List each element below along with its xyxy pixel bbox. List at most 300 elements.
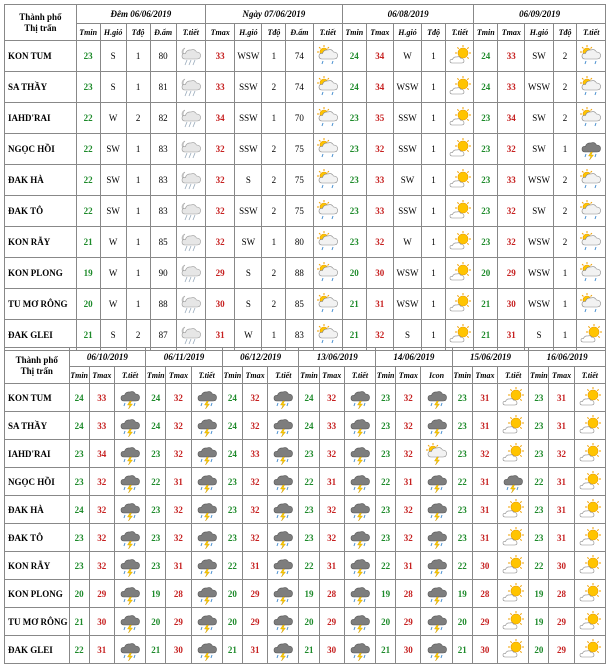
thunderstorm-icon <box>421 384 452 412</box>
column-header: Tmax <box>366 24 393 41</box>
partly-cloudy-icon <box>574 496 605 524</box>
min-temp: 21 <box>146 636 166 664</box>
max-temp: 32 <box>242 524 267 552</box>
wind-speed: 2 <box>262 134 286 165</box>
partly-cloudy-icon <box>574 636 605 664</box>
thunderstorm-icon <box>421 496 452 524</box>
wind-speed: 1 <box>262 320 286 351</box>
max-temp: 29 <box>549 608 574 636</box>
sun-cloud-rain-icon <box>577 165 606 196</box>
column-header: T.tiết <box>577 24 606 41</box>
night-rain-icon <box>176 196 205 227</box>
table-row <box>5 320 606 351</box>
wind-speed: 1 <box>126 134 150 165</box>
table-row <box>5 134 606 165</box>
max-temp: 33 <box>205 41 234 72</box>
min-temp: 19 <box>452 580 472 608</box>
max-temp: 32 <box>472 440 497 468</box>
city-name: KON RẪY <box>5 227 77 258</box>
wind-speed: 1 <box>262 41 286 72</box>
max-temp: 32 <box>396 524 421 552</box>
min-temp: 20 <box>529 636 549 664</box>
max-temp: 34 <box>366 72 393 103</box>
thunderstorm-icon <box>344 580 375 608</box>
partly-cloudy-icon <box>446 72 474 103</box>
city-name: ĐAK TÔ <box>5 524 70 552</box>
max-temp: 33 <box>319 412 344 440</box>
thunderstorm-icon <box>344 608 375 636</box>
table-row <box>5 72 606 103</box>
partly-cloudy-icon <box>574 468 605 496</box>
wind-speed: 1 <box>553 258 577 289</box>
sun-cloud-rain-icon <box>313 196 342 227</box>
humidity: 80 <box>150 41 176 72</box>
wind-speed: 2 <box>553 103 577 134</box>
wind-speed: 1 <box>422 165 446 196</box>
sun-cloud-rain-icon <box>313 165 342 196</box>
column-header: T.tiết <box>114 367 145 384</box>
city-name: KON RẪY <box>5 552 70 580</box>
date-header: 13/06/2019 <box>299 348 376 367</box>
min-temp: 20 <box>69 580 89 608</box>
sun-thunderstorm-icon <box>421 440 452 468</box>
min-temp: 24 <box>222 412 242 440</box>
column-header: Tmin <box>299 367 319 384</box>
wind-direction: WSW <box>525 165 553 196</box>
column-header: Tmax <box>89 367 114 384</box>
wind-speed: 1 <box>422 227 446 258</box>
max-temp: 32 <box>242 412 267 440</box>
wind-direction: WSW <box>235 41 262 72</box>
humidity: 75 <box>286 196 313 227</box>
min-temp: 23 <box>474 196 498 227</box>
column-header: Tđộ <box>422 24 446 41</box>
partly-cloudy-icon <box>498 384 529 412</box>
humidity: 90 <box>150 258 176 289</box>
thunderstorm-icon <box>268 468 299 496</box>
min-temp: 23 <box>342 196 366 227</box>
column-header: T.tiết <box>268 367 299 384</box>
table-row <box>5 103 606 134</box>
city-name: NGỌC HỒI <box>5 134 77 165</box>
min-temp: 21 <box>474 289 498 320</box>
wind-direction: SSW <box>235 103 262 134</box>
wind-speed: 1 <box>126 72 150 103</box>
night-rain-icon <box>176 41 205 72</box>
min-temp: 20 <box>76 289 100 320</box>
column-header: Icon <box>421 367 452 384</box>
column-header: Tđộ <box>553 24 577 41</box>
min-temp: 24 <box>146 384 166 412</box>
max-temp: 32 <box>166 496 191 524</box>
thunderstorm-icon <box>268 580 299 608</box>
min-temp: 23 <box>299 496 319 524</box>
column-header: Tmax <box>396 367 421 384</box>
min-temp: 24 <box>69 384 89 412</box>
partly-cloudy-icon <box>498 608 529 636</box>
wind-speed: 1 <box>126 227 150 258</box>
min-temp: 23 <box>146 552 166 580</box>
humidity: 81 <box>150 72 176 103</box>
wind-direction: WSW <box>393 72 421 103</box>
min-temp: 20 <box>342 258 366 289</box>
max-temp: 30 <box>205 289 234 320</box>
partly-cloudy-icon <box>498 580 529 608</box>
thunderstorm-icon <box>268 440 299 468</box>
wind-direction: S <box>100 41 126 72</box>
max-temp: 33 <box>366 196 393 227</box>
wind-speed: 1 <box>422 258 446 289</box>
max-temp: 32 <box>242 468 267 496</box>
max-temp: 29 <box>242 580 267 608</box>
night-rain-icon <box>176 103 205 134</box>
sun-cloud-rain-icon <box>313 72 342 103</box>
max-temp: 32 <box>366 134 393 165</box>
min-temp: 23 <box>69 552 89 580</box>
thunderstorm-icon <box>421 552 452 580</box>
min-temp: 21 <box>474 320 498 351</box>
table-row <box>5 165 606 196</box>
min-temp: 20 <box>222 580 242 608</box>
max-temp: 31 <box>472 468 497 496</box>
max-temp: 32 <box>498 134 525 165</box>
wind-direction: SW <box>525 196 553 227</box>
wind-direction: S <box>100 320 126 351</box>
wind-direction: SW <box>525 134 553 165</box>
thunderstorm-icon <box>191 580 222 608</box>
max-temp: 34 <box>89 440 114 468</box>
min-temp: 23 <box>146 524 166 552</box>
wind-direction: WSW <box>525 227 553 258</box>
date-header: 06/11/2019 <box>146 348 223 367</box>
min-temp: 22 <box>299 552 319 580</box>
max-temp: 30 <box>319 636 344 664</box>
wind-direction: SW <box>525 103 553 134</box>
wind-speed: 2 <box>553 41 577 72</box>
min-temp: 20 <box>452 608 472 636</box>
min-temp: 23 <box>342 165 366 196</box>
thunderstorm-icon <box>344 468 375 496</box>
min-temp: 23 <box>342 103 366 134</box>
max-temp: 32 <box>319 440 344 468</box>
table-row <box>5 196 606 227</box>
night-rain-icon <box>176 227 205 258</box>
min-temp: 24 <box>146 412 166 440</box>
max-temp: 31 <box>242 552 267 580</box>
city-name: IAHD'RAI <box>5 440 70 468</box>
min-temp: 22 <box>376 468 396 496</box>
partly-cloudy-icon <box>446 196 474 227</box>
city-name: IAHD'RAI <box>5 103 77 134</box>
max-temp: 31 <box>498 320 525 351</box>
column-header: Tmin <box>452 367 472 384</box>
sun-cloud-rain-icon <box>313 103 342 134</box>
thunderstorm-icon <box>344 384 375 412</box>
partly-cloudy-icon <box>498 440 529 468</box>
sun-cloud-rain-icon <box>313 134 342 165</box>
wind-direction: W <box>100 227 126 258</box>
wind-speed: 2 <box>262 258 286 289</box>
max-temp: 31 <box>396 552 421 580</box>
table-row <box>5 384 606 412</box>
max-temp: 33 <box>89 384 114 412</box>
min-temp: 21 <box>69 608 89 636</box>
thunderstorm-icon <box>114 524 145 552</box>
min-temp: 23 <box>146 440 166 468</box>
min-temp: 23 <box>376 496 396 524</box>
thunderstorm-icon <box>191 552 222 580</box>
partly-cloudy-icon <box>574 608 605 636</box>
column-header: Tmax <box>242 367 267 384</box>
thunderstorm-icon <box>191 524 222 552</box>
wind-speed: 1 <box>126 41 150 72</box>
city-name: TU MƠ RÔNG <box>5 608 70 636</box>
min-temp: 23 <box>529 440 549 468</box>
max-temp: 29 <box>205 258 234 289</box>
partly-cloudy-icon <box>574 580 605 608</box>
min-temp: 20 <box>222 608 242 636</box>
night-rain-icon <box>176 72 205 103</box>
column-header: Đ.ẩm <box>150 24 176 41</box>
min-temp: 23 <box>376 384 396 412</box>
max-temp: 28 <box>549 580 574 608</box>
wind-direction: S <box>525 320 553 351</box>
column-header: T.tiết <box>313 24 342 41</box>
max-temp: 31 <box>242 636 267 664</box>
max-temp: 29 <box>498 258 525 289</box>
max-temp: 29 <box>472 608 497 636</box>
date-header: 06/08/2019 <box>342 5 473 24</box>
thunderstorm-icon <box>191 468 222 496</box>
min-temp: 22 <box>146 468 166 496</box>
humidity: 83 <box>150 165 176 196</box>
thunderstorm-icon <box>421 608 452 636</box>
min-temp: 23 <box>452 440 472 468</box>
table-row <box>5 636 606 664</box>
wind-direction: SW <box>393 165 421 196</box>
max-temp: 33 <box>242 440 267 468</box>
night-rain-icon <box>176 320 205 351</box>
wind-direction: SW <box>100 134 126 165</box>
min-temp: 19 <box>76 258 100 289</box>
sun-cloud-rain-icon <box>313 227 342 258</box>
max-temp: 32 <box>319 524 344 552</box>
date-header: 06/09/2019 <box>474 5 606 24</box>
city-name: ĐAK GLEI <box>5 320 77 351</box>
wind-direction: W <box>393 227 421 258</box>
max-temp: 31 <box>472 412 497 440</box>
wind-direction: S <box>235 258 262 289</box>
thunderstorm-icon <box>344 440 375 468</box>
partly-cloudy-icon <box>446 227 474 258</box>
column-header: T.tiết <box>344 367 375 384</box>
min-temp: 24 <box>474 72 498 103</box>
thunderstorm-icon <box>114 440 145 468</box>
thunderstorm-icon <box>421 524 452 552</box>
column-header: Tđộ <box>126 24 150 41</box>
humidity: 85 <box>286 289 313 320</box>
humidity: 83 <box>150 196 176 227</box>
thunderstorm-icon <box>344 524 375 552</box>
max-temp: 33 <box>366 165 393 196</box>
wind-speed: 1 <box>262 227 286 258</box>
column-header: Tmax <box>205 24 234 41</box>
min-temp: 22 <box>76 165 100 196</box>
wind-speed: 2 <box>553 196 577 227</box>
min-temp: 23 <box>146 496 166 524</box>
city-name: SA THẦY <box>5 412 70 440</box>
sun-cloud-rain-icon <box>577 258 606 289</box>
min-temp: 21 <box>452 636 472 664</box>
wind-direction: S <box>235 165 262 196</box>
min-temp: 21 <box>376 636 396 664</box>
max-temp: 32 <box>166 384 191 412</box>
wind-direction: W <box>235 320 262 351</box>
max-temp: 33 <box>89 412 114 440</box>
wind-direction: WSW <box>525 258 553 289</box>
wind-direction: SW <box>100 196 126 227</box>
thunderstorm-icon <box>268 552 299 580</box>
min-temp: 22 <box>529 552 549 580</box>
max-temp: 30 <box>396 636 421 664</box>
thunderstorm-icon <box>344 412 375 440</box>
thunderstorm-icon <box>498 468 529 496</box>
forecast-table-2 <box>4 347 606 664</box>
partly-cloudy-icon <box>446 134 474 165</box>
wind-speed: 2 <box>126 103 150 134</box>
min-temp: 23 <box>342 134 366 165</box>
max-temp: 30 <box>498 289 525 320</box>
wind-speed: 1 <box>553 320 577 351</box>
max-temp: 32 <box>396 440 421 468</box>
sun-cloud-rain-icon <box>313 289 342 320</box>
column-header: Tmin <box>342 24 366 41</box>
min-temp: 23 <box>222 524 242 552</box>
city-name: KON PLONG <box>5 580 70 608</box>
humidity: 87 <box>150 320 176 351</box>
max-temp: 32 <box>366 320 393 351</box>
wind-speed: 2 <box>553 165 577 196</box>
sun-cloud-rain-icon <box>577 72 606 103</box>
min-temp: 23 <box>529 412 549 440</box>
city-header: Thành phố Thị trấn <box>5 5 77 41</box>
partly-cloudy-icon <box>446 258 474 289</box>
date-header: Ngày 07/06/2019 <box>205 5 342 24</box>
sun-cloud-rain-icon <box>313 41 342 72</box>
date-header: 15/06/2019 <box>452 348 529 367</box>
min-temp: 23 <box>452 496 472 524</box>
humidity: 80 <box>286 227 313 258</box>
max-temp: 31 <box>549 496 574 524</box>
humidity: 82 <box>150 103 176 134</box>
sun-cloud-rain-icon <box>577 41 606 72</box>
thunderstorm-icon <box>191 496 222 524</box>
wind-speed: 2 <box>262 196 286 227</box>
column-header: Tmin <box>222 367 242 384</box>
min-temp: 23 <box>376 524 396 552</box>
max-temp: 34 <box>498 103 525 134</box>
column-header: Tmin <box>146 367 166 384</box>
min-temp: 21 <box>76 227 100 258</box>
city-name: KON TUM <box>5 41 77 72</box>
date-header: 06/12/2019 <box>222 348 299 367</box>
min-temp: 24 <box>299 384 319 412</box>
max-temp: 32 <box>498 196 525 227</box>
column-header: H.gió <box>235 24 262 41</box>
max-temp: 29 <box>319 608 344 636</box>
max-temp: 32 <box>396 412 421 440</box>
max-temp: 33 <box>498 41 525 72</box>
column-header: H.gió <box>100 24 126 41</box>
wind-speed: 1 <box>553 134 577 165</box>
wind-speed: 2 <box>126 320 150 351</box>
column-header: Tmax <box>549 367 574 384</box>
thunderstorm-icon <box>191 440 222 468</box>
min-temp: 24 <box>69 496 89 524</box>
partly-cloudy-icon <box>574 552 605 580</box>
max-temp: 31 <box>549 384 574 412</box>
column-header: Tmin <box>76 24 100 41</box>
thunderstorm-icon <box>421 636 452 664</box>
city-name: SA THẦY <box>5 72 77 103</box>
wind-direction: SSW <box>235 134 262 165</box>
wind-speed: 1 <box>126 165 150 196</box>
column-header: Đ.ẩm <box>286 24 313 41</box>
min-temp: 24 <box>342 72 366 103</box>
max-temp: 30 <box>472 636 497 664</box>
min-temp: 24 <box>342 41 366 72</box>
max-temp: 31 <box>166 552 191 580</box>
partly-cloudy-icon <box>498 412 529 440</box>
max-temp: 31 <box>472 384 497 412</box>
city-name: ĐAK TÔ <box>5 196 77 227</box>
forecast-table-1 <box>4 4 606 351</box>
max-temp: 28 <box>166 580 191 608</box>
partly-cloudy-icon <box>574 524 605 552</box>
min-temp: 22 <box>376 552 396 580</box>
min-temp: 21 <box>76 320 100 351</box>
wind-speed: 1 <box>422 72 446 103</box>
partly-cloudy-icon <box>574 412 605 440</box>
partly-cloudy-icon <box>446 289 474 320</box>
humidity: 85 <box>150 227 176 258</box>
min-temp: 24 <box>222 384 242 412</box>
max-temp: 30 <box>549 552 574 580</box>
max-temp: 33 <box>205 72 234 103</box>
max-temp: 31 <box>319 468 344 496</box>
max-temp: 31 <box>549 412 574 440</box>
max-temp: 32 <box>366 227 393 258</box>
thunderstorm-icon <box>344 552 375 580</box>
min-temp: 23 <box>452 384 472 412</box>
wind-direction: S <box>100 72 126 103</box>
min-temp: 21 <box>342 289 366 320</box>
table-row <box>5 552 606 580</box>
min-temp: 24 <box>474 41 498 72</box>
min-temp: 20 <box>146 608 166 636</box>
table-row <box>5 412 606 440</box>
partly-cloudy-icon <box>446 320 474 351</box>
max-temp: 31 <box>549 468 574 496</box>
min-temp: 22 <box>76 196 100 227</box>
max-temp: 31 <box>472 524 497 552</box>
max-temp: 30 <box>366 258 393 289</box>
max-temp: 32 <box>205 196 234 227</box>
min-temp: 23 <box>342 227 366 258</box>
max-temp: 31 <box>166 468 191 496</box>
thunderstorm-icon <box>114 384 145 412</box>
humidity: 70 <box>286 103 313 134</box>
